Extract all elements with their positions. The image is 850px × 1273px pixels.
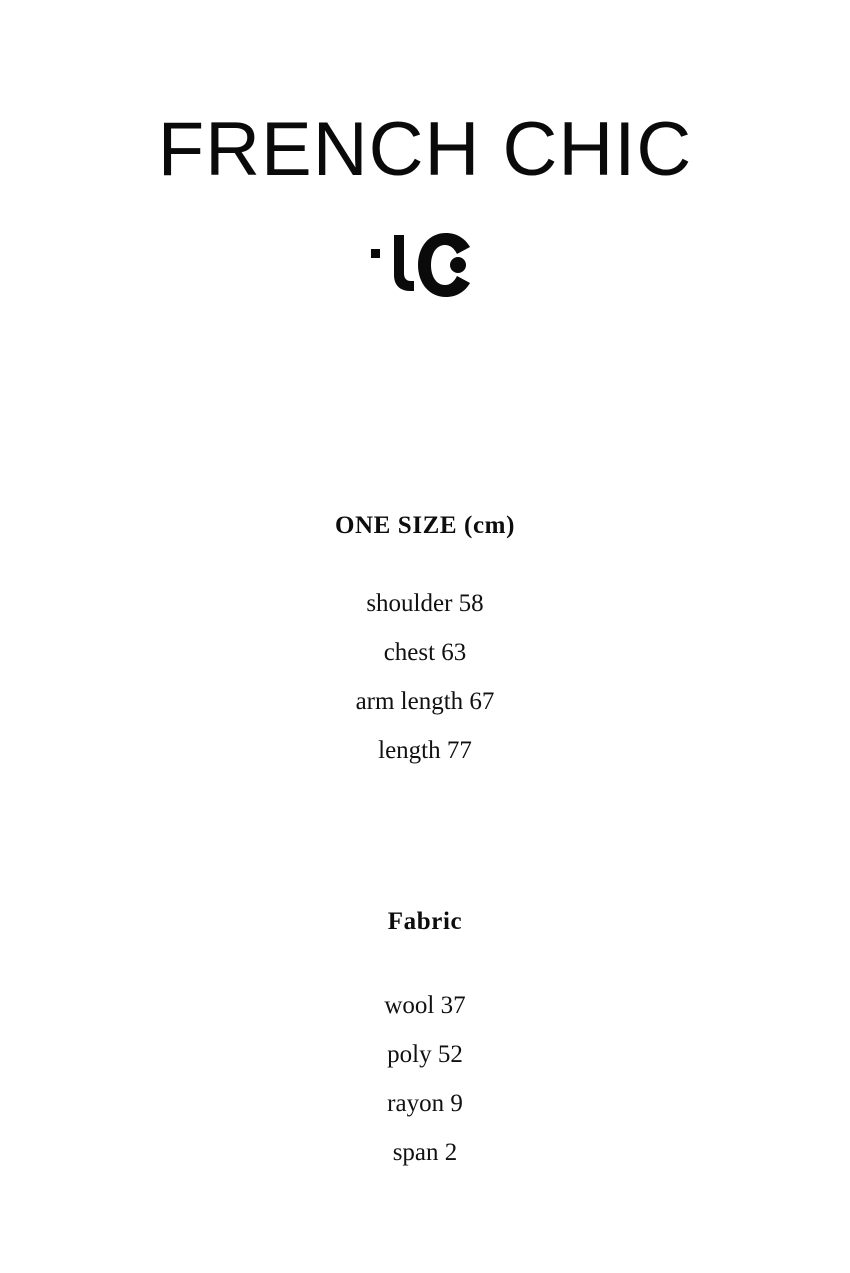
fabric-composition-list (0, 981, 850, 1177)
brand-header (0, 107, 850, 308)
size-measurement-list (0, 579, 850, 775)
size-section (0, 512, 850, 775)
brand-title: FRENCH CHIC (157, 107, 693, 192)
list-item: wool 37 (384, 992, 466, 1019)
list-item: chest 63 (383, 639, 467, 666)
list-item: length 77 (378, 737, 472, 764)
list-item: rayon 9 (387, 1090, 463, 1117)
fabric-section-heading: Fabric (387, 908, 463, 935)
list-item: shoulder 58 (366, 590, 484, 617)
list-item: arm length 67 (355, 688, 495, 715)
list-item: poly 52 (387, 1041, 463, 1068)
jc-monogram-icon (0, 222, 850, 308)
size-section-heading: ONE SIZE (cm) (334, 512, 516, 539)
list-item: span 2 (392, 1139, 458, 1166)
fabric-section (0, 908, 850, 1177)
